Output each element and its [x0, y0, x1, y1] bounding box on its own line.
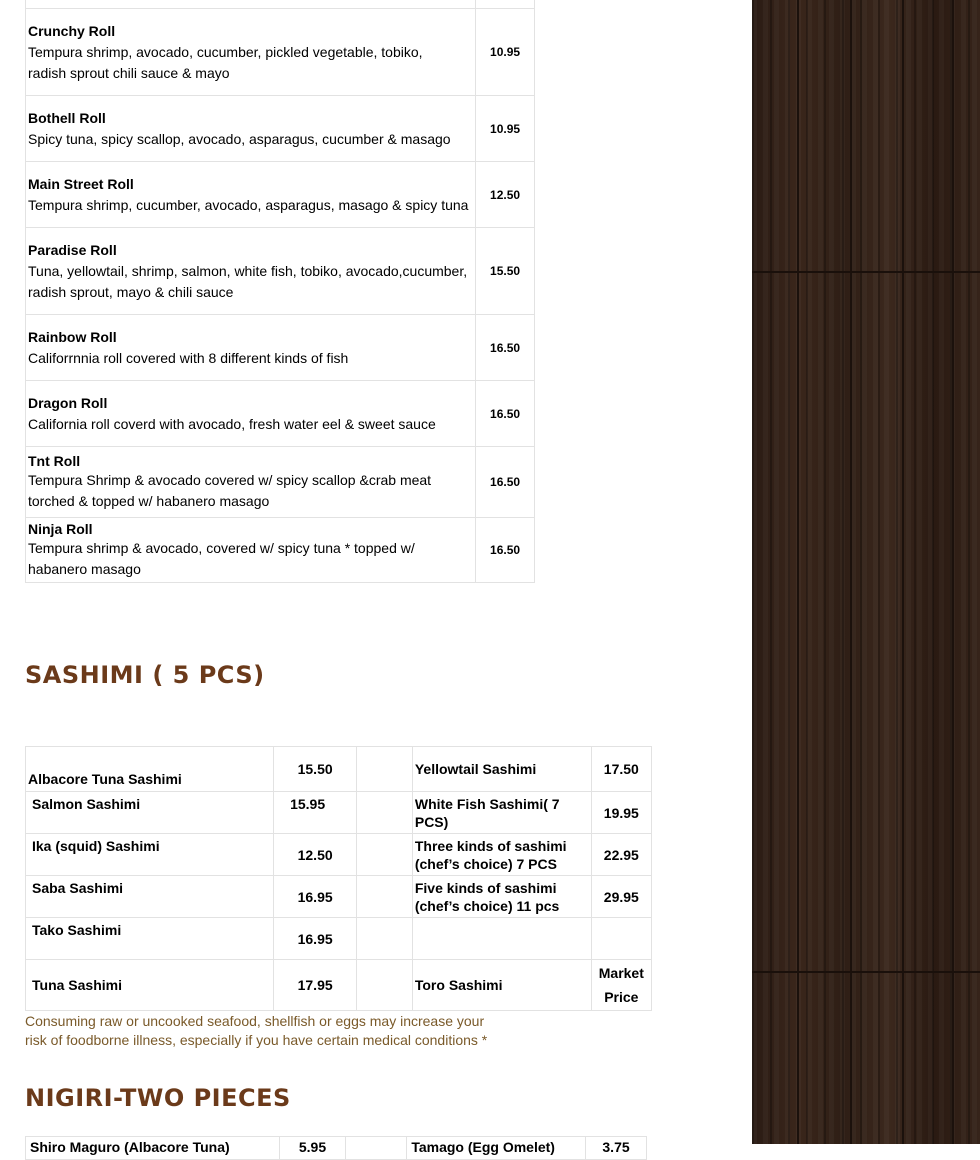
sashimi-item-price: 17.95 — [274, 960, 357, 1011]
roll-price: 16.50 — [476, 447, 535, 518]
sashimi-item-price: 15.95 — [274, 792, 357, 834]
roll-description: California roll coverd with avocado, fresh water eel & sweet sauce — [28, 415, 436, 432]
roll-price: 16.50 — [476, 315, 535, 381]
sashimi-item-name: Yellowtail Sashimi — [412, 747, 591, 792]
nigiri-item-name: Shiro Maguro (Albacore Tuna) — [26, 1137, 280, 1160]
table-row — [26, 381, 535, 447]
sashimi-item-price: 29.95 — [591, 876, 651, 918]
nigiri-section-heading: NIGIRI-TWO PIECES — [25, 1084, 291, 1112]
table-row — [26, 96, 535, 162]
sashimi-item-name: Albacore Tuna Sashimi — [26, 747, 274, 792]
roll-price: 15.50 — [476, 228, 535, 315]
nigiri-item-price: 5.95 — [279, 1137, 346, 1160]
sashimi-item-name: Saba Sashimi — [26, 876, 274, 918]
roll-price: 16.50 — [476, 518, 535, 583]
roll-description: Califorrnnia roll covered with 8 different kinds of fish — [28, 349, 349, 366]
roll-name: Crunchy Roll — [28, 22, 116, 39]
sashimi-item-name — [412, 918, 591, 960]
roll-description-cell — [26, 96, 476, 162]
table-row — [26, 518, 535, 583]
roll-description-cell — [26, 381, 476, 447]
table-row — [26, 1137, 647, 1160]
table-row — [26, 228, 535, 315]
sashimi-item-name: Tako Sashimi — [26, 918, 274, 960]
roll-name: Rainbow Roll — [28, 328, 117, 345]
table-row — [26, 162, 535, 228]
table-row — [26, 747, 652, 792]
sashimi-item-price: 15.50 — [274, 747, 357, 792]
roll-price: 10.95 — [476, 9, 535, 96]
roll-description-cell — [26, 315, 476, 381]
roll-description-cell — [26, 162, 476, 228]
sashimi-item-name: Three kinds of sashimi (chef’s choice) 7 PCS — [412, 834, 591, 876]
sashimi-menu-table — [25, 746, 652, 1011]
roll-description: Spicy tuna, spicy scallop, avocado, asparagus, cucumber & masago — [28, 130, 451, 147]
roll-description-cell — [26, 518, 476, 583]
roll-description: Tuna, yellowtail, shrimp, salmon, white fish, tobiko, avocado,cucumber, radish sprout, mayo & chili sauce — [28, 262, 468, 300]
roll-price: 12.50 — [476, 162, 535, 228]
sashimi-item-name: Tuna Sashimi — [26, 960, 274, 1011]
sashimi-item-name: White Fish Sashimi( 7 PCS) — [412, 792, 591, 834]
sashimi-section-heading: SASHIMI ( 5 PCS) — [25, 661, 265, 689]
nigiri-menu-table — [25, 1136, 647, 1160]
roll-name: Ninja Roll — [28, 521, 93, 537]
nigiri-item-name: Tamago (Egg Omelet) — [407, 1137, 586, 1160]
sashimi-item-name: Toro Sashimi — [412, 960, 591, 1011]
sashimi-item-name: Ika (squid) Sashimi — [26, 834, 274, 876]
roll-description-cell — [26, 447, 476, 518]
roll-name: Paradise Roll — [28, 241, 117, 258]
sashimi-item-price: Market Price — [591, 960, 651, 1011]
roll-description: Tempura Shrimp & avocado covered w/ spicy scallop &crab meat torched & topped w/ habanero masago — [28, 472, 432, 509]
roll-price: 10.95 — [476, 96, 535, 162]
roll-description: Tempura shrimp, cucumber, avocado, asparagus, masago & spicy tuna — [28, 196, 469, 213]
sashimi-item-name: Five kinds of sashimi (chef’s choice) 11 pcs — [412, 876, 591, 918]
roll-description: Tempura shrimp & avocado, covered w/ spicy tuna * topped w/ habanero masago — [28, 540, 415, 577]
roll-name: Bothell Roll — [28, 109, 106, 126]
nigiri-item-price: 3.75 — [586, 1137, 647, 1160]
table-row — [26, 876, 652, 918]
table-row — [26, 9, 535, 96]
table-row — [26, 834, 652, 876]
roll-description-cell — [26, 9, 476, 96]
wood-background-panel — [752, 0, 980, 1144]
table-row — [26, 792, 652, 834]
roll-price: 16.50 — [476, 381, 535, 447]
sashimi-item-name: Salmon Sashimi — [26, 792, 274, 834]
table-row — [26, 315, 535, 381]
sashimi-item-price — [591, 918, 651, 960]
roll-name: Tnt Roll — [28, 453, 81, 469]
sashimi-item-price: 12.50 — [274, 834, 357, 876]
sashimi-item-price: 19.95 — [591, 792, 651, 834]
roll-name: Dragon Roll — [28, 394, 108, 411]
raw-food-warning: Consuming raw or uncooked seafood, shellfish or eggs may increase your risk of foodborne illness, especially if you have certain medical conditions * — [25, 1013, 488, 1048]
sashimi-item-price: 22.95 — [591, 834, 651, 876]
roll-description-cell — [26, 228, 476, 315]
sashimi-item-price: 16.95 — [274, 918, 357, 960]
roll-name: Main Street Roll — [28, 175, 134, 192]
sashimi-item-price: 16.95 — [274, 876, 357, 918]
roll-description: Tempura shrimp, avocado, cucumber, pickled vegetable, tobiko, radish sprout chili sauce & mayo — [28, 43, 423, 81]
sashimi-item-price: 17.50 — [591, 747, 651, 792]
table-row — [26, 0, 535, 9]
rolls-menu-table — [25, 0, 535, 583]
table-row — [26, 960, 652, 1011]
table-row — [26, 447, 535, 518]
table-row — [26, 918, 652, 960]
